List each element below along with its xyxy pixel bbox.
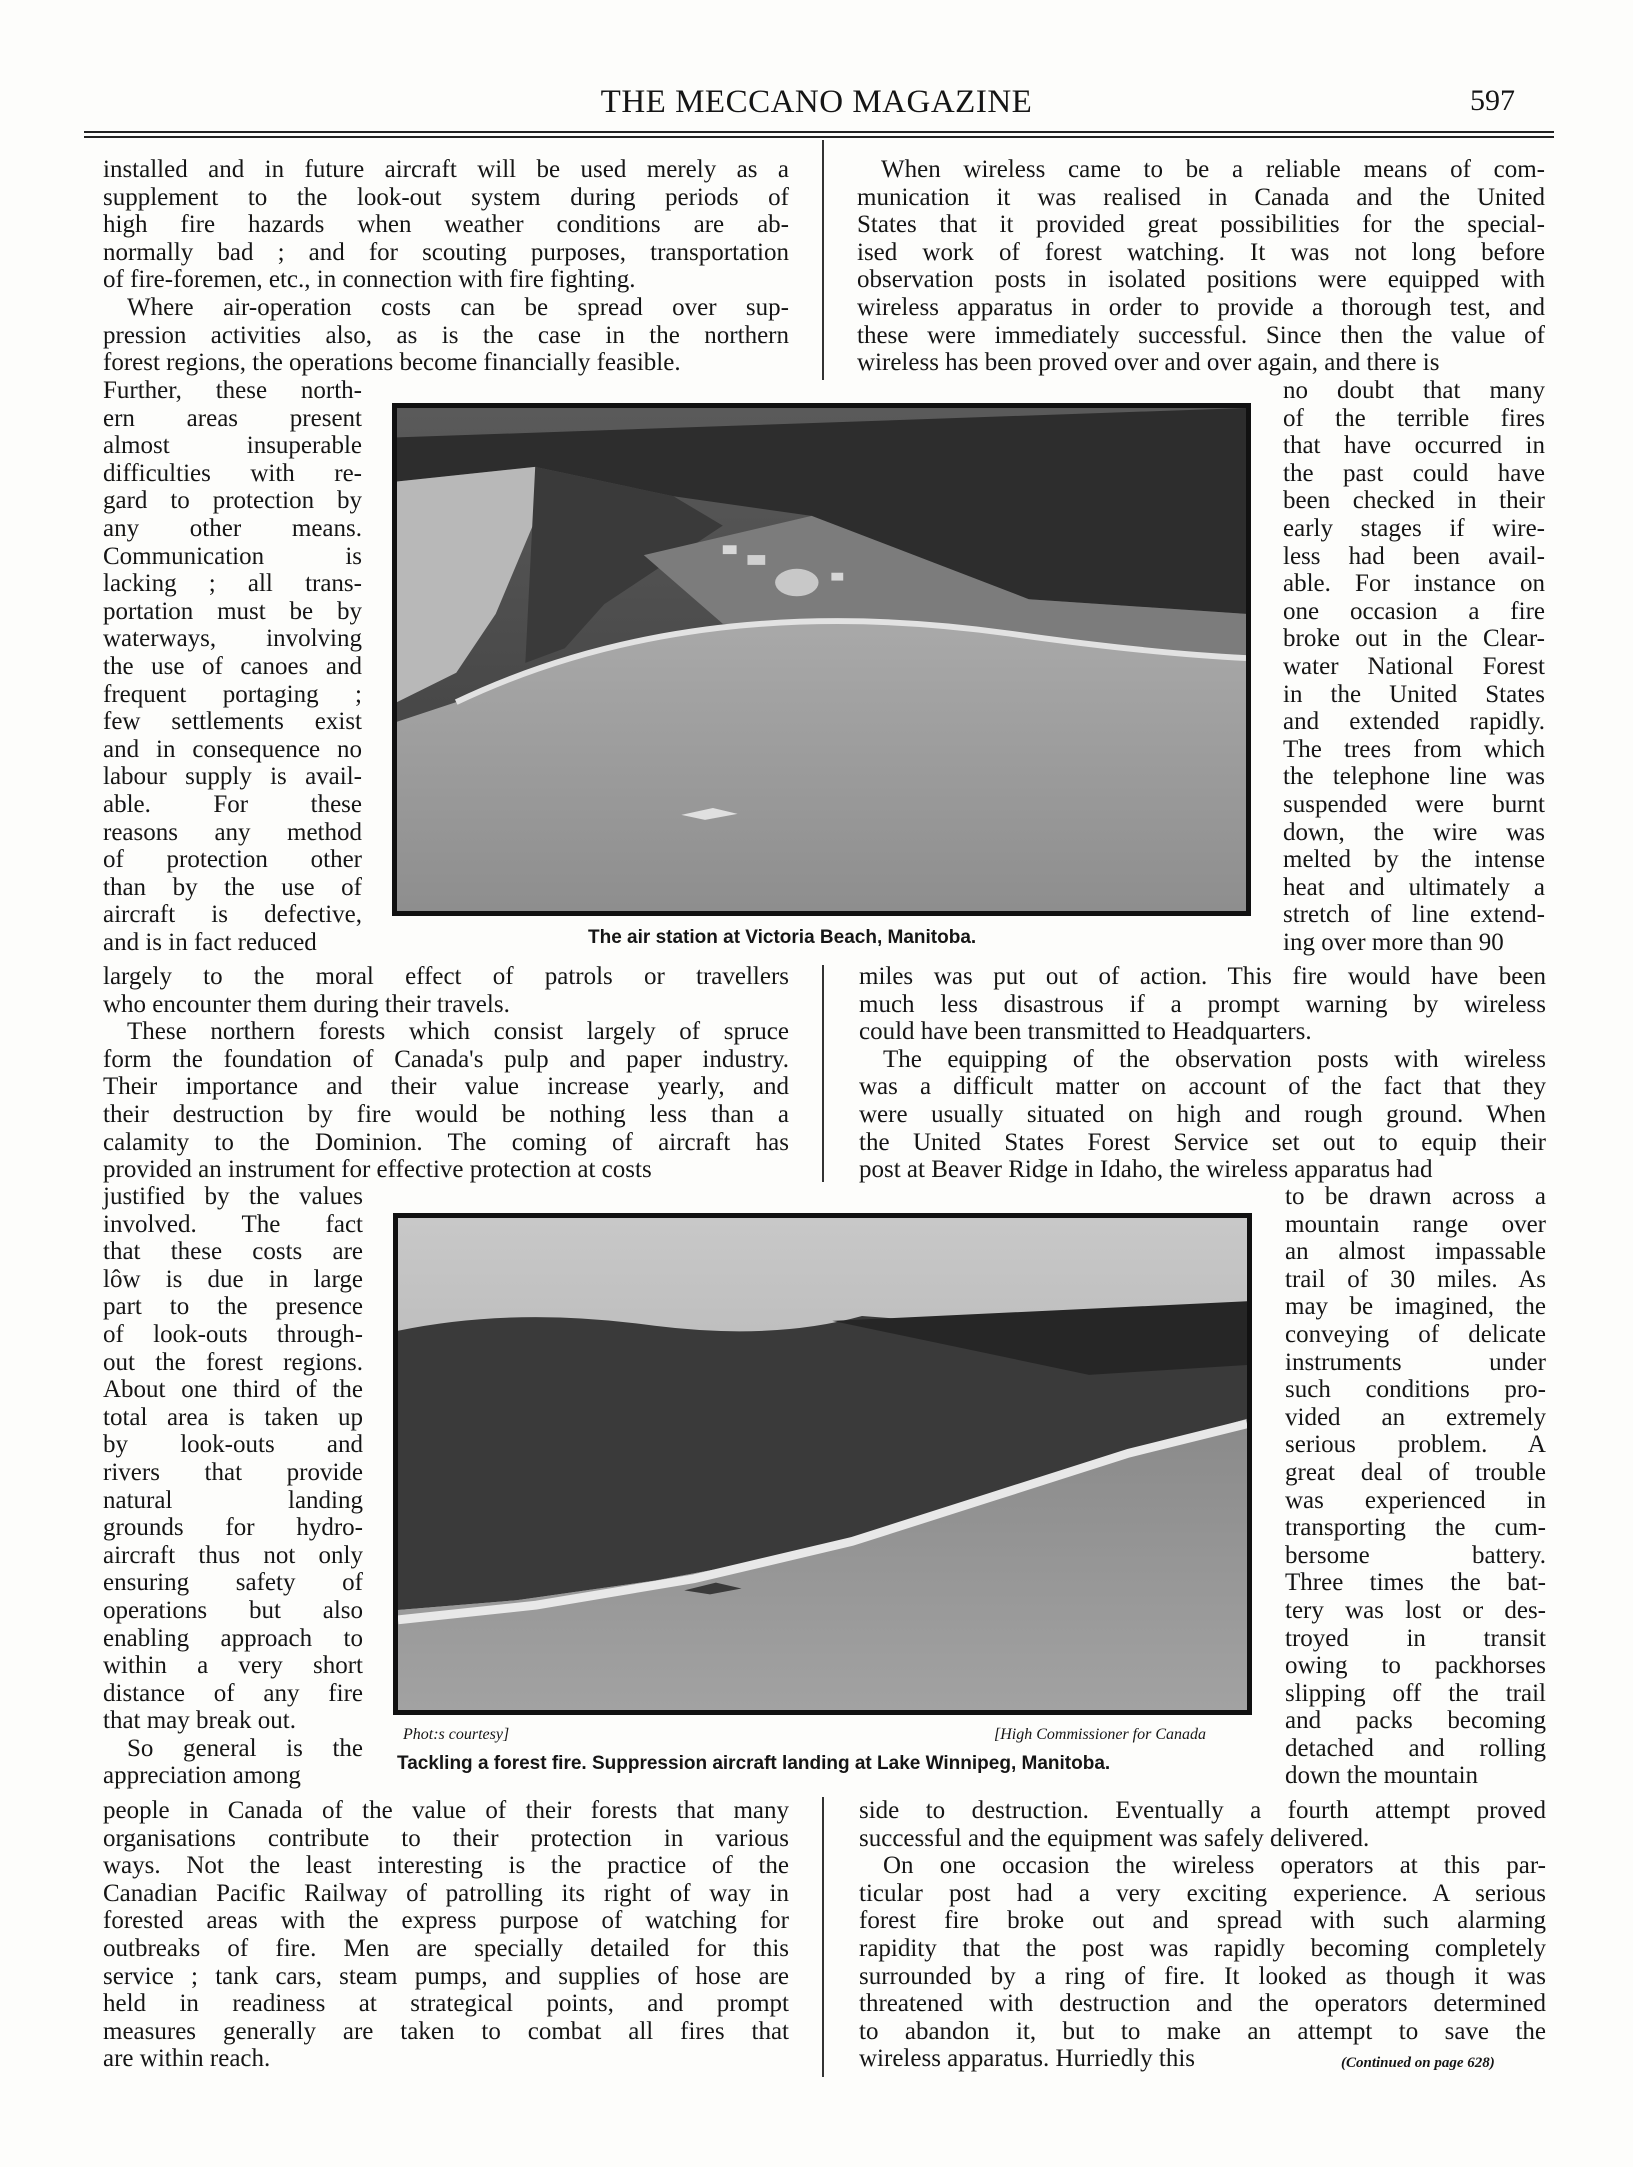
text-line: of protection other [103,846,362,874]
text-line: miles was put out of action. This fire would have been [859,963,1546,990]
text-line: These northern forests which consist largely of spruce [127,1018,789,1046]
text-line: lôw is due in large [103,1265,363,1293]
text-line: enabling approach to [103,1624,363,1652]
text-line: So general is the [127,1734,363,1762]
text-line: When wireless came to be a reliable means of com- [881,156,1545,183]
text-line: in the United States [1283,680,1545,708]
text-line: rapidity that the post was rapidly becoming completely [859,1934,1546,1962]
continued-note: (Continued on page 628) [1341,2055,1495,2071]
text-line: grounds for hydro- [103,1514,363,1542]
text-line: wireless apparatus. Hurriedly this [859,2045,1196,2073]
text-line: Further, these north- [103,377,362,404]
text-line: supplement to the look-out system during periods of [103,183,789,211]
text-line: could have been transmitted to Headquarters. [859,1018,1312,1046]
photo-credit-right: [High Commissioner for Canada [994,1726,1207,1743]
text-line: largely to the moral effect of patrols or travellers [103,963,789,990]
text-line: vided an extremely [1285,1403,1546,1431]
text-line: out the forest regions. [103,1348,363,1376]
text-line: one occasion a fire [1283,597,1545,625]
text-line: Their importance and their value increase yearly, and [103,1073,789,1101]
text-line: the United States Forest Service set out to equip their [859,1128,1546,1156]
page-number: 597 [1470,84,1515,117]
text-line: waterways, involving [103,625,362,653]
text-line: to abandon it, but to make an attempt to save the [859,2017,1546,2045]
text-line: almost insuperable [103,432,362,460]
text-line: gard to protection by [103,487,362,515]
text-line: pression activities also, as is the case in the northern [103,321,789,349]
text-line: early stages if wire- [1283,514,1545,542]
text-line: bersome battery. [1285,1541,1546,1569]
text-line: within a very short [103,1652,363,1680]
text-line: transporting the cum- [1285,1514,1546,1542]
text-line: any other means. [103,514,362,542]
text-line: distance of any fire [103,1679,363,1707]
photo-credit-left: Phot:s courtesy] [403,1726,510,1743]
text-line: calamity to the Dominion. The coming of aircraft has [103,1128,789,1156]
text-line: melted by the intense [1283,846,1545,874]
text-line: held in readiness at strategical points, and prompt [103,1990,789,2018]
text-line: involved. The fact [103,1210,363,1238]
text-line: lacking ; all trans- [103,570,362,598]
text-line: detached and rolling [1285,1734,1546,1762]
text-line: to be drawn across a [1285,1183,1546,1210]
text-line: forest fire broke out and spread with such alarming [859,1907,1546,1935]
text-line: the telephone line was [1283,763,1545,791]
text-line: natural landing [103,1486,363,1514]
text-line: ised work of forest watching. It was not long before [857,238,1545,266]
text-line: people in Canada of the value of their forests that many [103,1797,789,1824]
left-column-narrow-text-2 [103,1183,363,1790]
text-line: that may break out. [103,1707,296,1735]
text-line: than by the use of [103,873,362,901]
left-column-top-text [103,156,789,377]
text-line: owing to packhorses [1285,1652,1546,1680]
magazine-title: THE MECCANO MAGAZINE [600,84,1033,120]
text-line: troyed in transit [1285,1624,1546,1652]
text-line: ticular post had a very exciting experience. A serious [859,1879,1546,1907]
text-line: reasons any method [103,818,362,846]
text-line: the use of canoes and [103,652,362,680]
text-line: portation must be by [103,597,362,625]
text-line: munication it was realised in Canada and the United [857,183,1545,211]
text-line: are within reach. [103,2045,271,2073]
text-line: able. For these [103,790,362,818]
right-column-bottom-text [859,1797,1546,2073]
right-column-narrow-text-2 [1285,1183,1546,1790]
text-line: forested areas with the express purpose of watching for [103,1907,789,1935]
text-line: Communication is [103,542,362,570]
text-line: wireless apparatus in order to provide a thorough test, and [857,293,1545,321]
text-line: On one occasion the wireless operators at this par- [883,1852,1546,1880]
text-line: much less disastrous if a prompt warning by wireless [859,990,1546,1018]
text-line: form the foundation of Canada's pulp and paper industry. [103,1045,789,1073]
text-line: The trees from which [1283,735,1545,763]
text-line: were usually situated on high and rough ground. When [859,1100,1546,1128]
text-line: heat and ultimately a [1283,873,1545,901]
text-line: appreciation among [103,1762,301,1790]
text-line: trail of 30 miles. As [1285,1265,1546,1293]
text-line: water National Forest [1283,652,1545,680]
text-line: threatened with destruction and the operators determined [859,1990,1546,2018]
text-line: was a difficult matter on account of the fact that they [859,1073,1546,1101]
text-line: tery was lost or des- [1285,1596,1546,1624]
forest-fire-photo [393,1213,1252,1715]
text-line: Three times the bat- [1285,1569,1546,1597]
text-line: that have occurred in [1283,432,1545,460]
text-line: broke out in the Clear- [1283,625,1545,653]
text-line: The equipping of the observation posts with wireless [883,1045,1546,1073]
text-line: down, the wire was [1283,818,1545,846]
text-line: ensuring safety of [103,1569,363,1597]
text-line: suspended were burnt [1283,790,1545,818]
text-line: States that it provided great possibilities for the special- [857,211,1545,239]
text-line: difficulties with re- [103,459,362,487]
header-rule-top [84,131,1554,133]
column-divider-middle [822,965,824,1182]
text-line: that these costs are [103,1238,363,1266]
text-line: by look-outs and [103,1431,363,1459]
column-divider-top [822,140,824,380]
text-line: part to the presence [103,1293,363,1321]
text-line: measures generally are taken to combat all fires that [103,2017,789,2045]
text-line: total area is taken up [103,1403,363,1431]
text-line: frequent portaging ; [103,680,362,708]
column-divider-bottom [822,1797,824,2077]
text-line: ing over more than 90 [1283,928,1504,956]
text-line: aircraft thus not only [103,1541,363,1569]
text-line: few settlements exist [103,708,362,736]
text-line: no doubt that many [1283,377,1545,404]
text-line: outbreaks of fire. Men are specially detailed for this [103,1934,789,1962]
header-rule-bottom [84,136,1554,138]
text-line: About one third of the [103,1376,363,1404]
text-line: operations but also [103,1596,363,1624]
text-line: side to destruction. Eventually a fourth attempt proved [859,1797,1546,1824]
text-line: an almost impassable [1285,1238,1546,1266]
text-line: rivers that provide [103,1458,363,1486]
left-column-bottom-text [103,1797,789,2073]
text-line: surrounded by a ring of fire. It looked as though it was [859,1962,1546,1990]
text-line: organisations contribute to their protection in various [103,1824,789,1852]
text-line: these were immediately successful. Since then the value of [857,321,1545,349]
text-line: wireless has been proved over and over again, and there is [857,349,1440,377]
text-line: successful and the equipment was safely delivered. [859,1824,1370,1852]
text-line: provided an instrument for effective protection at costs [103,1156,652,1184]
text-line: high fire hazards when weather conditions are ab- [103,211,789,239]
text-line: ern areas present [103,404,362,432]
text-line: of fire-foremen, etc., in connection with fire fighting. [103,266,636,294]
right-column-middle-text [859,963,1546,1184]
figure-1-caption: The air station at Victoria Beach, Manitoba. [588,927,977,948]
text-line: justified by the values [103,1183,363,1210]
right-column-narrow-text-1 [1283,377,1545,956]
text-line: labour supply is avail- [103,763,362,791]
text-line: observation posts in isolated positions were equipped with [857,266,1545,294]
text-line: instruments under [1285,1348,1546,1376]
text-line: slipping off the trail [1285,1679,1546,1707]
left-column-narrow-text-1 [103,377,362,956]
text-line: and is in fact reduced [103,928,317,956]
text-line: service ; tank cars, steam pumps, and supplies of hose are [103,1962,789,1990]
text-line: post at Beaver Ridge in Idaho, the wireless apparatus had [859,1156,1433,1184]
text-line: was experienced in [1285,1486,1546,1514]
text-line: and in consequence no [103,735,362,763]
text-line: and packs becoming [1285,1707,1546,1735]
text-line: the past could have [1283,459,1545,487]
text-line: been checked in their [1283,487,1545,515]
text-line: Canadian Pacific Railway of patrolling its right of way in [103,1879,789,1907]
text-line: less had been avail- [1283,542,1545,570]
text-line: ways. Not the least interesting is the practice of the [103,1852,789,1880]
text-line: such conditions pro- [1285,1376,1546,1404]
text-line: who encounter them during their travels. [103,990,510,1018]
text-line: mountain range over [1285,1210,1546,1238]
text-line: conveying of delicate [1285,1320,1546,1348]
text-line: and extended rapidly. [1283,708,1545,736]
text-line: Where air-operation costs can be spread over sup- [127,293,789,321]
text-line: serious problem. A [1285,1431,1546,1459]
text-line: normally bad ; and for scouting purposes, transportation [103,238,789,266]
figure-2-caption: Tackling a forest fire. Suppression aircraft landing at Lake Winnipeg, Manitoba. [397,1753,1111,1774]
text-line: installed and in future aircraft will be used merely as a [103,156,789,183]
text-line: their destruction by fire would be nothing less than a [103,1100,789,1128]
text-line: of the terrible fires [1283,404,1545,432]
text-line: stretch of line extend- [1283,901,1545,929]
text-line: may be imagined, the [1285,1293,1546,1321]
text-line: great deal of trouble [1285,1458,1546,1486]
text-line: of look-outs through- [103,1320,363,1348]
text-line: aircraft is defective, [103,901,362,929]
text-line: able. For instance on [1283,570,1545,598]
text-line: down the mountain [1285,1762,1479,1790]
left-column-middle-text [103,963,789,1184]
text-line: forest regions, the operations become financially feasible. [103,349,681,377]
air-station-photo [392,403,1251,916]
right-column-top-text [857,156,1545,377]
